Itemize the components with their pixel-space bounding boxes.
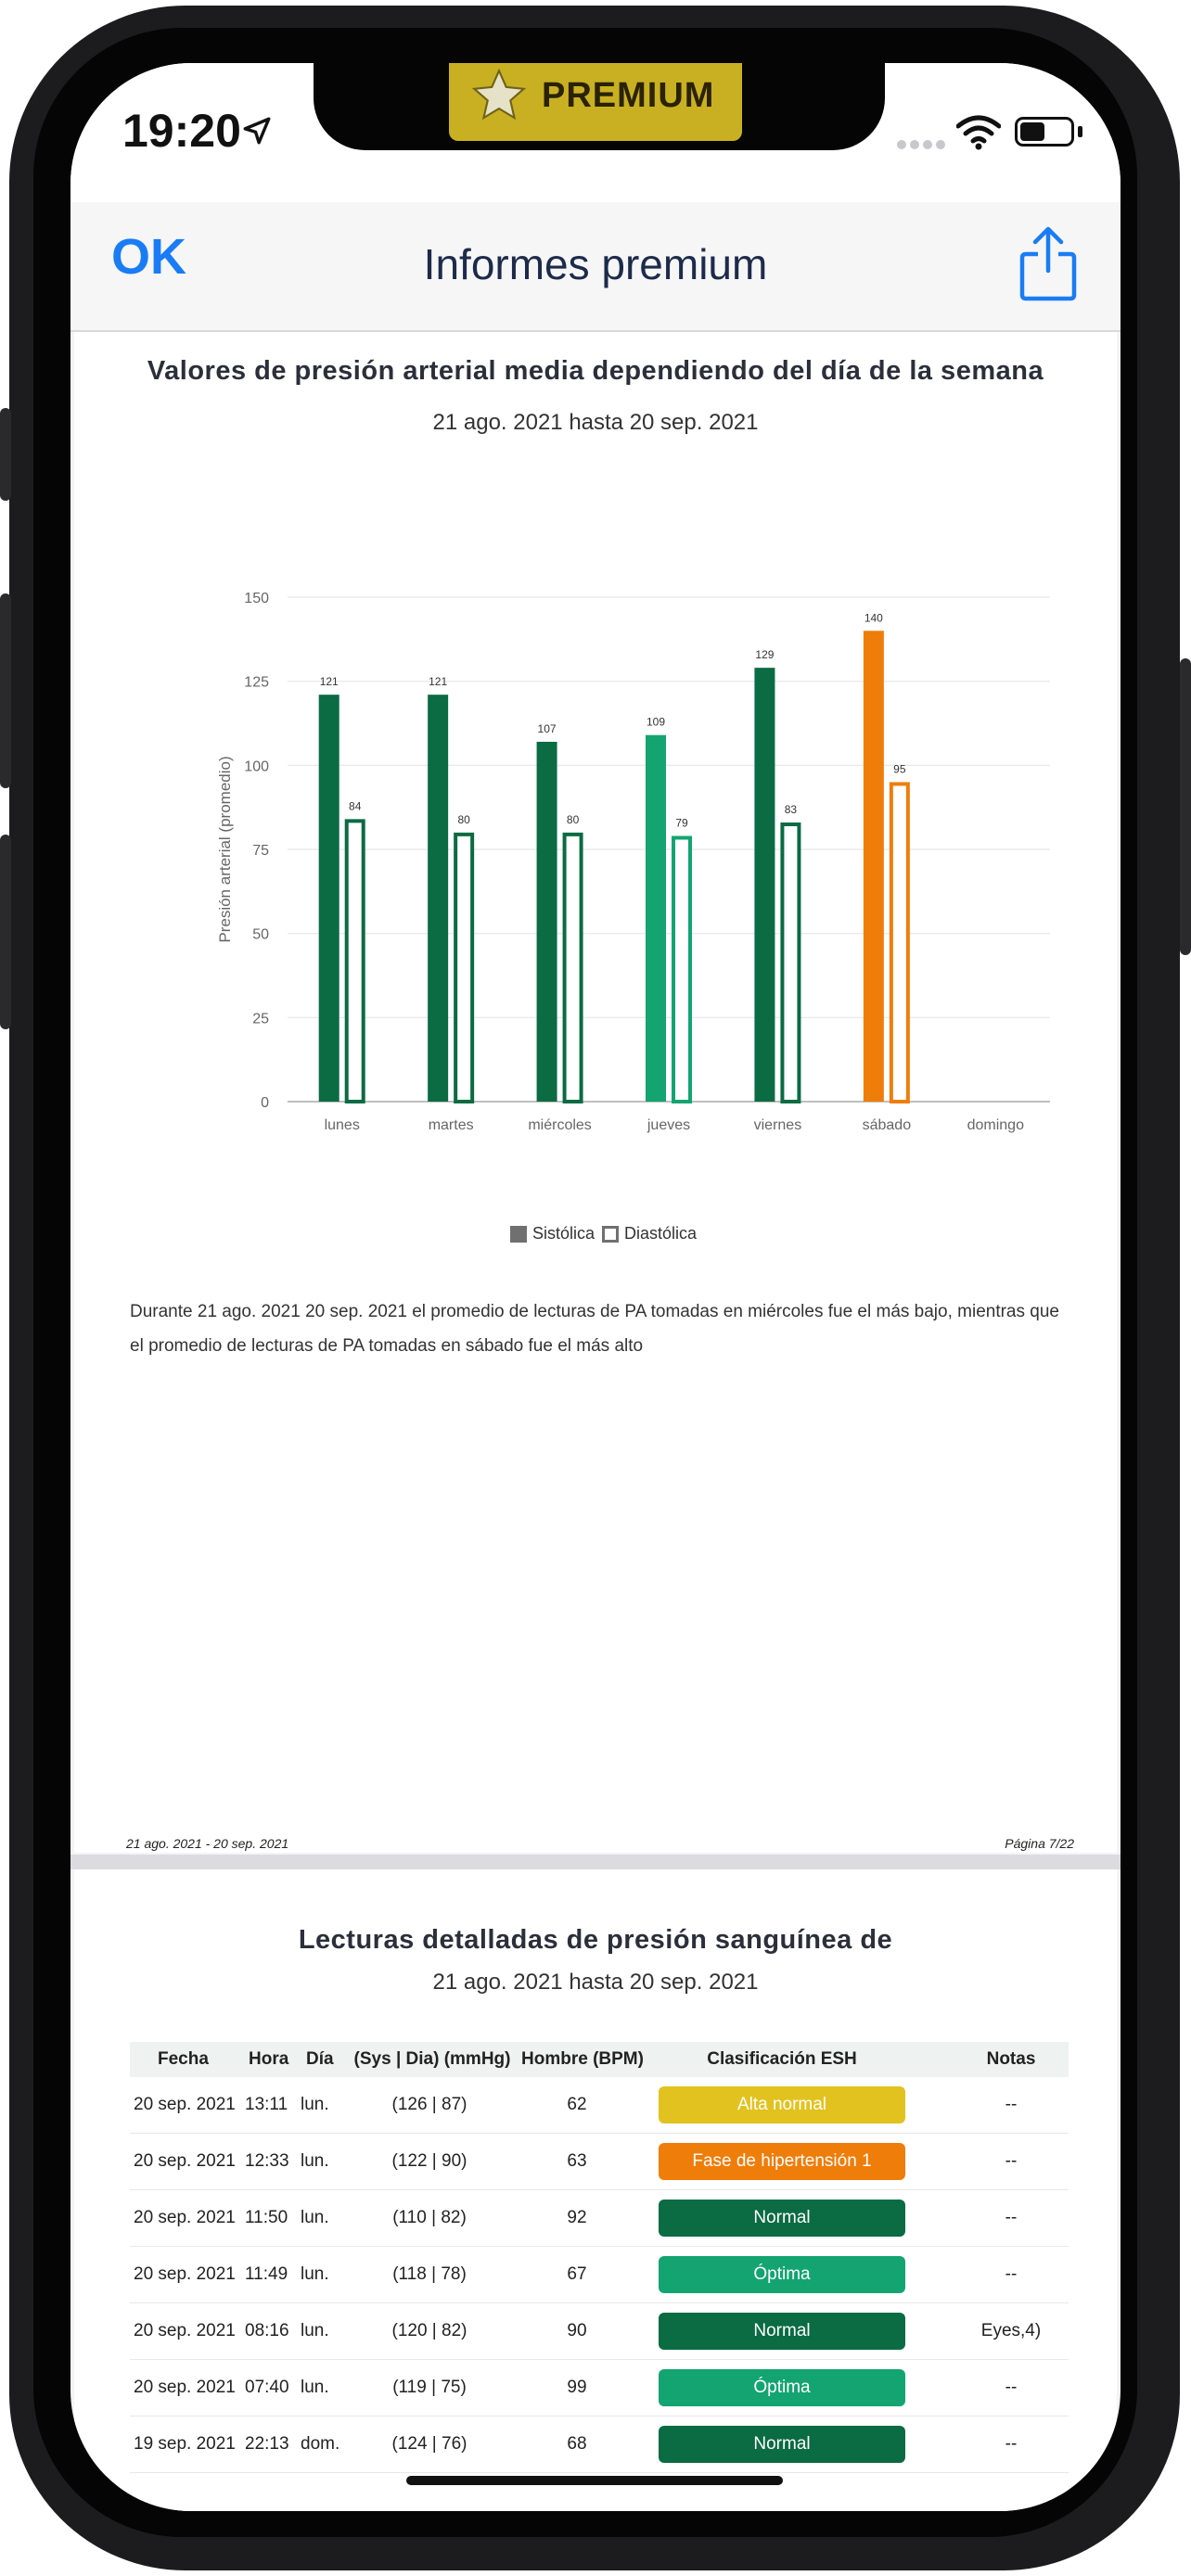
star-icon <box>469 66 529 125</box>
bar-diastolic <box>673 837 690 1102</box>
esh-badge: Normal <box>659 2313 905 2350</box>
cell-notas: -- <box>1005 2264 1018 2284</box>
y-tick-label: 150 <box>244 591 269 606</box>
data-label-diastolic: 80 <box>457 812 470 826</box>
report-page-chart <box>74 332 1117 1853</box>
cell-esh <box>657 2077 907 2133</box>
report-summary: Durante 21 ago. 2021 20 sep. 2021 el promedio de lecturas de PA tomadas en miércoles fue el más bajo, mientras que el promedio de lecturas de PA tomadas en sábado fue el más alto <box>130 1302 1059 1356</box>
x-tick-label: domingo <box>967 1117 1024 1133</box>
chart-legend <box>510 1224 697 1243</box>
data-label-diastolic: 79 <box>675 816 688 830</box>
data-label-systolic: 109 <box>646 715 666 729</box>
cell-dia: lun. <box>301 2095 329 2114</box>
cell-bpm: 67 <box>567 2264 587 2284</box>
col-presion: (Sys | Dia) (mmHg) <box>353 2049 511 2069</box>
table-row <box>130 2077 1069 2134</box>
premium-button[interactable] <box>449 63 742 141</box>
location-arrow-icon <box>241 115 273 147</box>
esh-badge: Normal <box>659 2426 905 2463</box>
esh-badge: Normal <box>659 2200 905 2237</box>
bar-diastolic <box>347 821 364 1102</box>
table-row <box>130 2303 1069 2360</box>
bar-diastolic <box>565 835 582 1102</box>
cell-presion: (122 | 90) <box>391 2151 467 2171</box>
bar-systolic <box>428 695 448 1102</box>
status-bar <box>70 63 1121 202</box>
cell-dia: lun. <box>301 2208 329 2227</box>
cell-fecha: 19 sep. 2021 <box>134 2434 236 2454</box>
cell-bpm: 68 <box>567 2434 587 2454</box>
volume-down-button <box>0 835 11 1029</box>
cell-notas: -- <box>1005 2208 1018 2227</box>
report-date-range: 21 ago. 2021 hasta 20 sep. 2021 <box>432 410 759 435</box>
cell-notas: -- <box>1005 2151 1018 2171</box>
mute-switch <box>0 408 11 501</box>
cell-dia: lun. <box>301 2264 329 2284</box>
x-tick-label: viernes <box>753 1117 802 1133</box>
cell-dia: lun. <box>301 2378 329 2397</box>
table-row <box>130 2247 1069 2303</box>
y-tick-label: 100 <box>244 759 269 775</box>
page-separator <box>70 1855 1121 1869</box>
cell-bpm: 62 <box>567 2095 587 2114</box>
cell-hora: 12:33 <box>245 2151 289 2171</box>
cell-hora: 08:16 <box>245 2321 289 2340</box>
cell-fecha: 20 sep. 2021 <box>134 2151 236 2171</box>
table-row <box>130 2190 1069 2247</box>
cell-fecha: 20 sep. 2021 <box>134 2321 236 2340</box>
data-label-systolic: 121 <box>319 675 339 689</box>
cell-notas: -- <box>1005 2095 1018 2114</box>
esh-badge: Fase de hipertensión 1 <box>659 2143 905 2180</box>
volume-up-button <box>0 593 11 788</box>
signal-dots-icon <box>896 139 948 150</box>
col-bpm: Hombre (BPM) <box>521 2049 644 2069</box>
bar-systolic <box>319 695 339 1102</box>
readings-title: Lecturas detalladas de presión sanguínea de <box>298 1925 893 1955</box>
col-notas: Notas <box>986 2049 1036 2069</box>
cell-fecha: 20 sep. 2021 <box>134 2208 236 2227</box>
y-axis-label: Presión arterial (promedio) <box>216 756 234 943</box>
data-label-systolic: 121 <box>429 675 448 689</box>
cell-notas: Eyes,4) <box>980 2321 1042 2340</box>
x-tick-label: sábado <box>862 1117 912 1133</box>
bar-diastolic <box>455 835 472 1102</box>
cell-hora: 22:13 <box>245 2434 289 2454</box>
readings-table <box>130 2042 1069 2473</box>
data-label-systolic: 140 <box>864 611 883 625</box>
cell-dia: lun. <box>301 2151 329 2171</box>
cell-presion: (124 | 76) <box>391 2434 467 2454</box>
table-row <box>130 2134 1069 2190</box>
data-label-diastolic: 83 <box>784 802 798 816</box>
cell-bpm: 92 <box>567 2208 587 2227</box>
data-label-systolic: 107 <box>537 721 557 735</box>
cell-bpm: 90 <box>567 2321 587 2340</box>
cell-presion: (119 | 75) <box>392 2378 467 2397</box>
bar-systolic <box>646 735 666 1102</box>
screen <box>70 63 1121 2511</box>
data-label-systolic: 129 <box>755 648 775 662</box>
bar-systolic <box>537 742 557 1102</box>
battery-icon <box>1015 117 1074 147</box>
legend-swatch-diastolic <box>602 1226 619 1243</box>
cell-presion: (120 | 82) <box>391 2321 467 2340</box>
x-tick-label: martes <box>428 1117 474 1133</box>
x-tick-label: miércoles <box>528 1117 592 1133</box>
cell-hora: 11:49 <box>245 2264 288 2284</box>
y-tick-label: 0 <box>261 1095 269 1111</box>
bp-weekday-chart <box>74 545 1117 1213</box>
premium-label: PREMIUM <box>542 75 715 115</box>
cell-presion: (110 | 82) <box>392 2208 467 2227</box>
esh-badge: Óptima <box>659 2256 905 2293</box>
cell-bpm: 99 <box>567 2378 587 2397</box>
page-title: Informes premium <box>423 240 768 288</box>
wifi-icon <box>956 115 1001 150</box>
bar-systolic <box>754 668 775 1102</box>
cell-esh <box>657 2360 907 2416</box>
y-tick-label: 50 <box>252 926 269 943</box>
table-body <box>130 2077 1069 2473</box>
navigation-bar <box>70 202 1121 332</box>
y-tick-label: 75 <box>252 843 269 859</box>
battery-tip <box>1078 126 1082 137</box>
page-footer-date: 21 ago. 2021 - 20 sep. 2021 <box>126 1836 289 1851</box>
cell-dia: dom. <box>301 2434 340 2454</box>
x-tick-label: lunes <box>324 1117 360 1133</box>
power-button <box>1180 658 1191 955</box>
cell-notas: -- <box>1005 2378 1018 2397</box>
col-dia: Día <box>306 2049 334 2069</box>
cell-hora: 13:11 <box>245 2095 288 2114</box>
cell-notas: -- <box>1005 2434 1018 2454</box>
table-row <box>130 2360 1069 2417</box>
legend-label-systolic: Sistólica <box>532 1224 596 1243</box>
readings-date-range: 21 ago. 2021 hasta 20 sep. 2021 <box>432 1970 759 1995</box>
cell-hora: 07:40 <box>245 2378 289 2397</box>
cell-esh <box>657 2134 907 2189</box>
cell-esh <box>657 2247 907 2302</box>
cell-fecha: 20 sep. 2021 <box>134 2095 236 2114</box>
cell-fecha: 20 sep. 2021 <box>134 2264 236 2284</box>
table-header <box>130 2042 1069 2077</box>
col-hora: Hora <box>249 2049 289 2069</box>
esh-badge: Óptima <box>659 2369 905 2406</box>
cell-esh <box>657 2417 907 2472</box>
report-page-readings <box>74 1869 1117 2511</box>
esh-badge: Alta normal <box>659 2086 905 2123</box>
data-label-diastolic: 80 <box>566 812 580 826</box>
ok-button[interactable]: OK <box>111 229 186 285</box>
cell-esh <box>657 2303 907 2359</box>
cell-bpm: 63 <box>567 2151 587 2171</box>
bar-systolic <box>864 631 884 1102</box>
legend-swatch-systolic <box>510 1226 527 1243</box>
home-indicator <box>406 2476 783 2485</box>
cell-presion: (126 | 87) <box>391 2095 467 2114</box>
data-label-diastolic: 84 <box>349 799 362 813</box>
cell-esh <box>657 2190 907 2246</box>
y-tick-label: 125 <box>244 674 269 691</box>
data-label-diastolic: 95 <box>893 762 906 776</box>
legend-label-diastolic: Diastólica <box>624 1224 698 1243</box>
status-time: 19:20 <box>122 105 241 157</box>
cell-dia: lun. <box>301 2321 329 2340</box>
table-row <box>130 2417 1069 2473</box>
bar-diastolic <box>891 784 908 1102</box>
cell-hora: 11:50 <box>245 2208 288 2227</box>
col-esh: Clasificación ESH <box>707 2049 857 2069</box>
y-tick-label: 25 <box>252 1011 269 1027</box>
bar-diastolic <box>782 824 799 1102</box>
cell-fecha: 20 sep. 2021 <box>134 2378 236 2397</box>
report-title: Valores de presión arterial media dependiendo del día de la semana <box>147 356 1044 386</box>
page-footer-number: Página 7/22 <box>1005 1836 1074 1851</box>
x-tick-label: jueves <box>647 1117 691 1133</box>
cell-presion: (118 | 78) <box>392 2264 467 2284</box>
share-icon[interactable] <box>1017 224 1080 302</box>
col-fecha: Fecha <box>158 2049 209 2069</box>
